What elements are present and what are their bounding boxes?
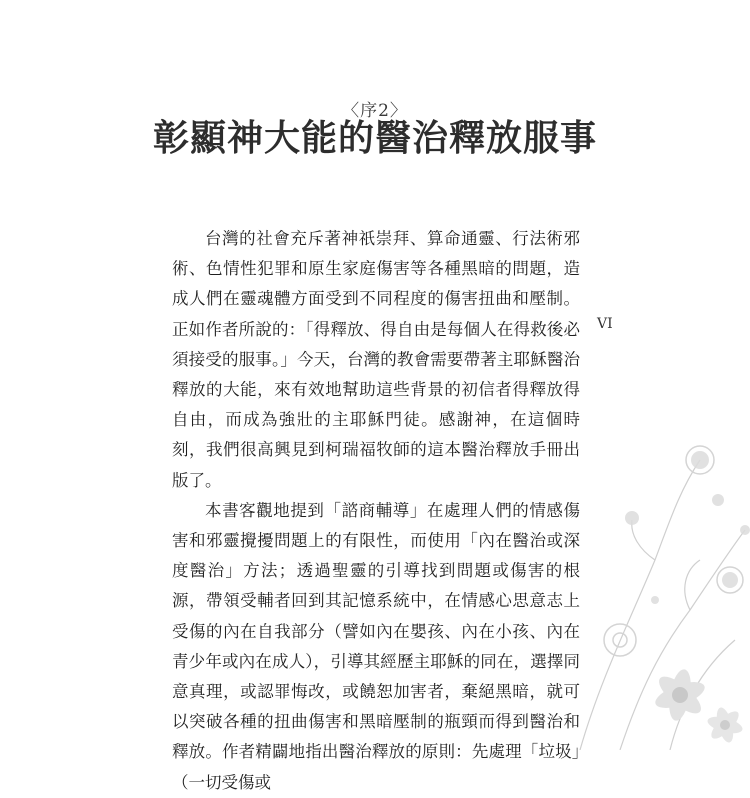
paragraph-1: 台灣的社會充斥著神祇崇拜、算命通靈、行法術邪術、色情性犯罪和原生家庭傷害等各種黑暗的問題，造成人們在靈魂體方面受到不同程度的傷害扭曲和壓制。正如作者所說的：「得釋放、得自由是每個人在得救後必須接受的服事。」今天，台灣的教會需要帶著主耶穌醫治釋放的大能，來有效地幫助這些背景的初信者得釋放得自由，而成為強壯的主耶穌門徒。感謝神，在這個時刻，我們很高興見到柯瑞福牧師的這本醫治釋放手冊出版了。 xyxy=(172,229,580,490)
body-text xyxy=(172,224,580,798)
page-title: 彰顯神大能的醫治釋放服事 xyxy=(152,117,597,159)
floral-decoration-icon xyxy=(560,440,750,750)
preface-label: 〈序2〉 xyxy=(342,101,408,121)
page-number: VI xyxy=(597,316,613,332)
paragraph-2: 本書客觀地提到「諮商輔導」在處理人們的情感傷害和邪靈攪擾問題上的有限性，而使用「內在醫治或深度醫治」方法；透過聖靈的引導找到問題或傷害的根源，帶領受輔者回到其記憶系統中，在情感心思意志上受傷的內在自我部分（譬如內在嬰孩、內在小孩、內在青少年或內在成人），引導其經歷主耶穌的同在，選擇同意真理，或認罪悔改，或饒恕加害者，棄絕黑暗，就可以突破各種的扭曲傷害和黑暗壓制的瓶頸而得到醫治和釋放。作者精闢地指出醫治釋放的原則：先處理「垃圾」（一切受傷或 xyxy=(172,500,580,792)
